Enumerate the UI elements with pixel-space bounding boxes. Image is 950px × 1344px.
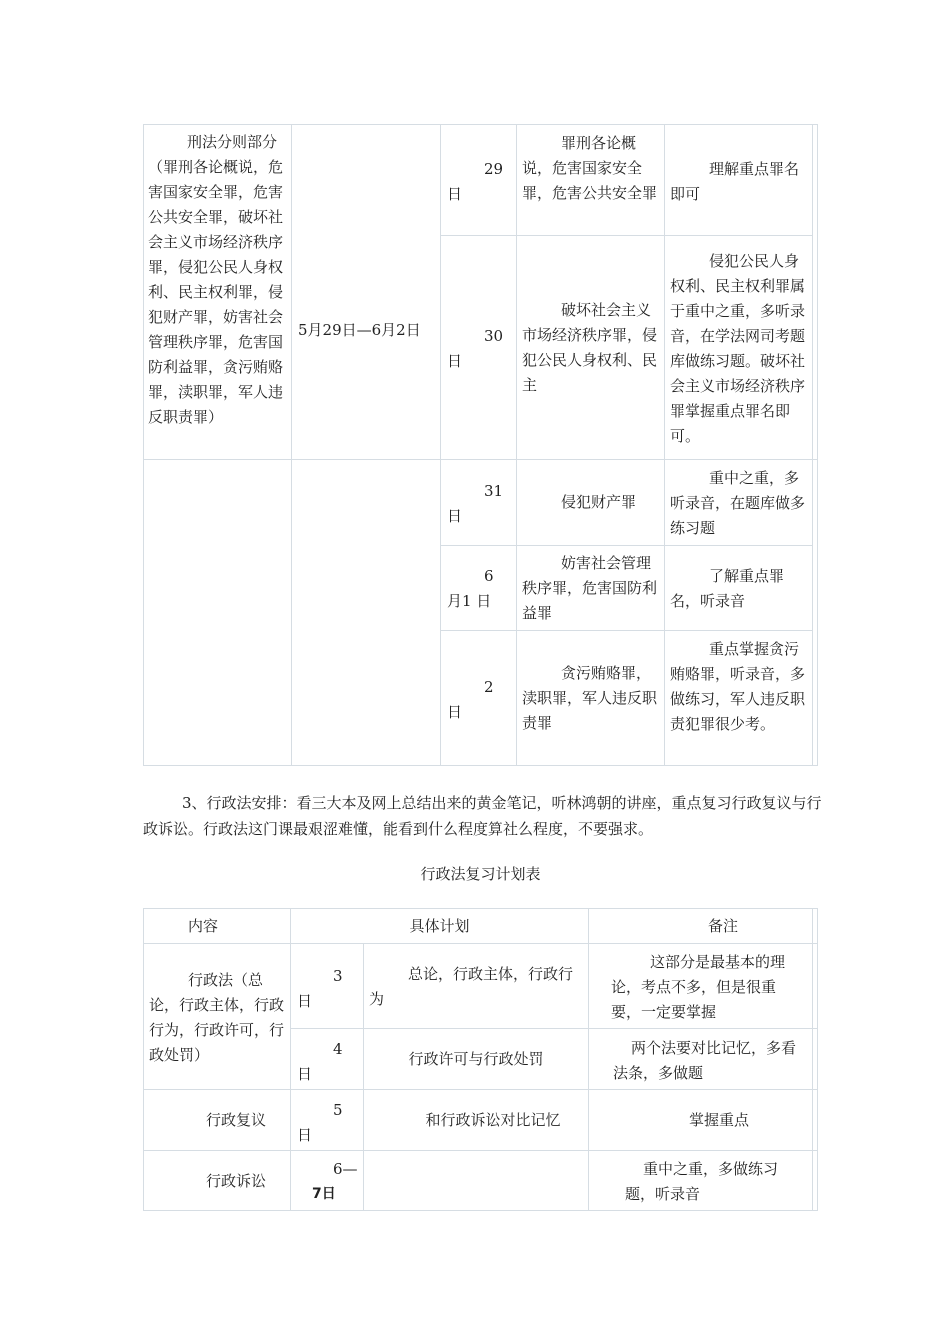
note-cell — [665, 249, 811, 449]
day-unit: 日 — [297, 992, 313, 1010]
topic-text: 破坏社会主义市场经济秩序罪，侵犯公民人身权利、民主 — [522, 301, 658, 394]
content-cell — [364, 962, 588, 1012]
admin-law-paragraph — [143, 790, 823, 842]
day-unit: 日 — [447, 703, 463, 721]
header-content: 内容 — [187, 917, 218, 935]
header-plan: 具体计划 — [409, 917, 470, 935]
day-number: 5 — [333, 1101, 343, 1119]
note-cell — [665, 466, 811, 541]
note-text: 理解重点罪名即可 — [670, 160, 800, 203]
day-number: 30 — [484, 327, 504, 345]
note-text: 重中之重，多听录音，在题库做多练习题 — [670, 469, 806, 537]
note-cell — [589, 1108, 849, 1133]
note-text: 侵犯公民人身权利、民主权利罪属于重中之重，多听录音，在学法网司考题库做练习题。破坏社会主义市场经济秩序罪掌握重点罪名即可。 — [670, 252, 806, 445]
content-cell — [364, 1047, 588, 1072]
note-text: 重中之重，多做练习题，听录音 — [625, 1160, 779, 1203]
topic-cell — [517, 298, 663, 398]
note-cell — [665, 157, 811, 207]
topic-text: 贪污贿赂罪，渎职罪，军人违反职责罪 — [522, 664, 658, 732]
day-number: 2 — [484, 678, 494, 696]
topic-text: 罪刑各论概说，危害国家安全罪，危害公共安全罪 — [522, 134, 658, 202]
group-label-cell — [144, 968, 290, 1068]
day-unit: 日 — [297, 1126, 313, 1144]
note-cell — [589, 1036, 812, 1086]
day-unit: 日 — [447, 185, 463, 203]
day-number: 29 — [484, 160, 504, 178]
topic-cell — [517, 131, 663, 206]
topic-text: 侵犯财产罪 — [561, 493, 637, 511]
topic-text: 妨害社会管理秩序罪，危害国防利益罪 — [522, 554, 658, 622]
row-label-cell — [144, 1108, 290, 1133]
day-unit: 日 — [447, 507, 463, 525]
row-label-cell — [144, 1169, 290, 1194]
group-label: 行政法（总论，行政主体，行政行为，行政许可，行政处罚） — [149, 971, 285, 1064]
note-text: 这部分是最基本的理论，考点不多，但是很重要，一定要掌握 — [611, 953, 786, 1021]
part-label: 刑法分则部分（罪刑各论概说，危害国家安全罪，危害公共安全罪，破坏社会主义市场经济秩序罪，侵犯公民人身权利、民主权利罪，侵犯财产罪，妨害社会管理秩序罪，危害国防利益罪，贪污贿赂罪，渎职罪，军人违反职责罪） — [148, 133, 284, 426]
note-text: 两个法要对比记忆，多看法条，多做题 — [613, 1039, 797, 1082]
note-text: 了解重点罪名，听录音 — [670, 567, 785, 610]
note-text: 掌握重点 — [688, 1111, 749, 1129]
day-unit: 7日 — [312, 1186, 336, 1202]
day-number: 4 — [333, 1040, 343, 1058]
topic-cell — [517, 551, 663, 626]
period-cell — [292, 318, 438, 343]
note-cell — [665, 564, 811, 614]
day-unit: 月1 日 — [447, 592, 492, 610]
row-label: 行政诉讼 — [206, 1172, 267, 1190]
day-number: 6 — [484, 567, 494, 585]
paragraph-text: 3、行政法安排：看三大本及网上总结出来的黄金笔记，听林鸿朝的讲座，重点复习行政复议与行政诉讼。行政法这门课最艰涩难懂，能看到什么程度算社么程度，不要强求。 — [143, 794, 822, 838]
note-cell — [665, 637, 811, 737]
content-text: 和行政诉讼对比记忆 — [425, 1111, 561, 1129]
day-unit: 日 — [447, 352, 463, 370]
topic-cell — [517, 661, 663, 736]
content-text: 行政许可与行政处罚 — [408, 1050, 544, 1068]
period-text: 5月29日—6月2日 — [298, 321, 421, 339]
note-cell — [589, 950, 812, 1025]
content-text: 总论，行政主体，行政行为 — [369, 965, 574, 1008]
part-label-cell — [144, 130, 290, 430]
admin-table-title: 行政法复习计划表 — [420, 865, 541, 883]
note-text: 重点掌握贪污贿赂罪，听录音，多做练习，军人违反职责犯罪很少考。 — [670, 640, 806, 733]
topic-cell — [517, 490, 663, 515]
header-note: 备注 — [707, 917, 738, 935]
day-unit: 日 — [297, 1065, 313, 1083]
row-label: 行政复议 — [206, 1111, 267, 1129]
note-cell — [589, 1157, 812, 1207]
day-number: 3 — [333, 967, 343, 985]
day-number: 31 — [484, 482, 504, 500]
day-number: 6— — [333, 1160, 358, 1178]
content-cell — [364, 1108, 588, 1133]
